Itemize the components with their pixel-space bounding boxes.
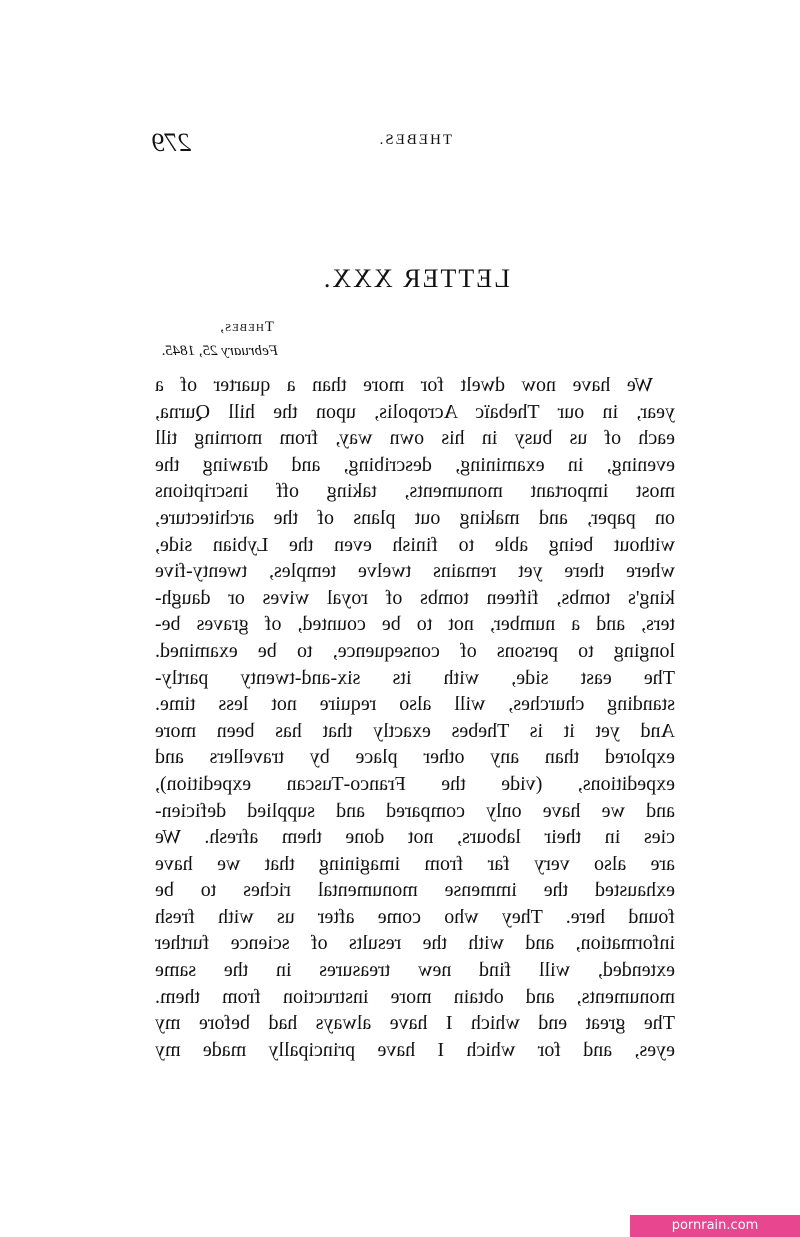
running-head [152,128,678,158]
text-line: king's tombs, fifteen tombs of royal wives or daugh- [155,586,675,609]
text-line: The great end which I have always had before my [155,1012,675,1035]
text-line: And yet it is Thebes exactly that has been more [155,719,675,742]
watermark-link[interactable]: pornrain.com [630,1215,800,1237]
text-line: where there yet remains twelve temples, twenty-five [155,560,675,583]
text-line: eyes, and for which I have principally made my [155,1038,675,1061]
text-line: We have now dwelt for more than a quarter of a [155,374,653,396]
text-line: found here. They who come after us with fresh [155,905,675,928]
text-line: and we have only compared and supplied deficien- [155,799,675,822]
text-line: expeditions, (vide the Franco-Tuscan expedition), [155,772,675,795]
text-line: explored than any other place by travellers and [155,746,675,769]
text-line: exhausted the immense monumental riches to be [155,879,675,902]
chapter-title: LETTER XXX. [321,264,510,293]
text-line: cies in their labours, not done them afresh. We [155,826,675,849]
dateline-place: Thebes, [219,319,274,335]
running-title: THEBES. [377,132,452,148]
text-line: ters, and a number, not to be counted, of graves be- [155,613,675,636]
text-line: each of us busy in his own way, from morning till [155,427,675,450]
text-line: on paper, and making out plans of the architecture, [155,506,675,529]
text-line: are also very far from imagining that we have [155,852,675,875]
body-text [155,372,675,1063]
dateline-date: February 25, 1845. [161,343,278,359]
page-number: 279 [152,128,191,157]
dateline [118,315,278,363]
text-line: most important monuments, taking off inscriptions [155,480,675,503]
text-line: year, in our Thebaïc Acropolis, upon the hill Qurna, [155,400,675,423]
text-line: longing to persons of consequence, to be examined. [155,639,675,662]
text-line: information, and with the results of science further [155,932,675,955]
text-line: The east side, with its six-and-twenty partly- [155,666,675,689]
text-line: monuments, and obtain more instruction from them. [155,985,675,1008]
text-line: evening, in examining, describing, and drawing the [155,453,675,476]
text-line: without being able to finish even the Lybian side, [155,533,675,556]
text-line: standing churches, will also require not less time. [155,693,675,716]
text-line: extended, will find new treasures in the same [155,959,675,982]
